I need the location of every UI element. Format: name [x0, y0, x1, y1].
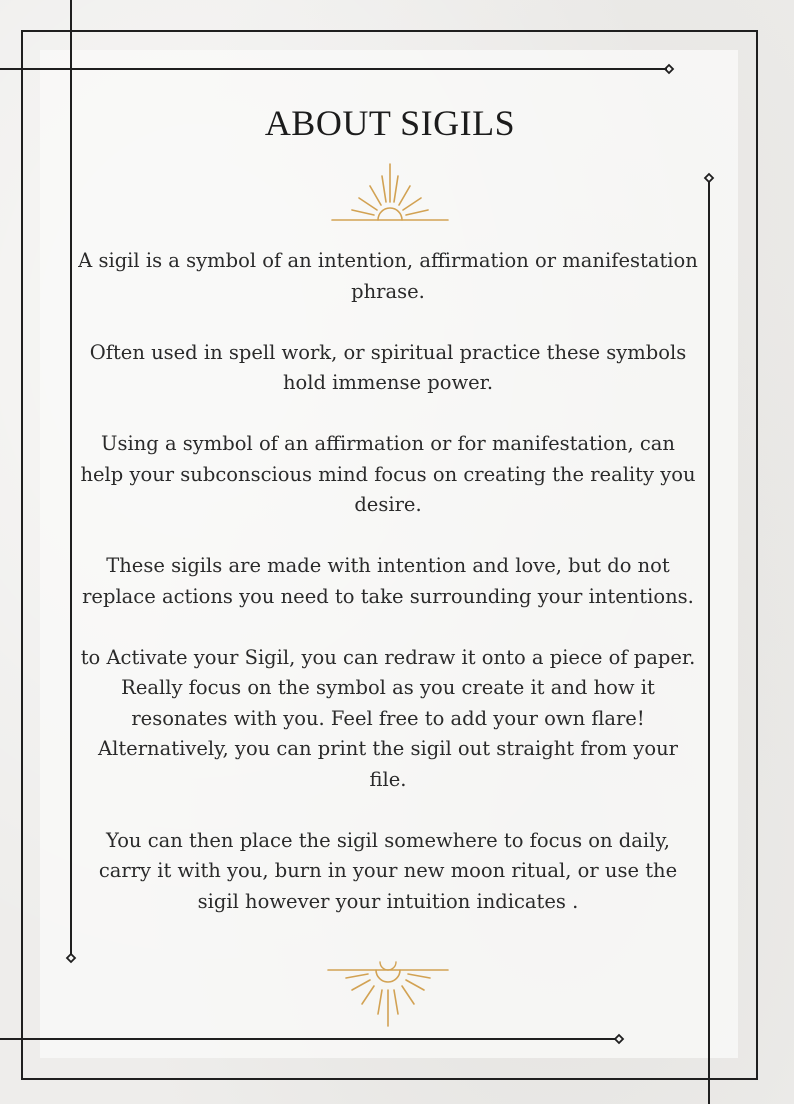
paragraph-definition: A sigil is a symbol of an intention, affirmation or manifestation phrase. — [78, 249, 698, 303]
paragraph-activation: to Activate your Sigil, you can redraw it onto a piece of paper. Really focus on the symbol as you create it and how it resonates with you. Feel free to add your own flare! Alternatively, you can print the sigil out straight from your file. — [80, 645, 696, 791]
body-text — [78, 246, 698, 917]
paragraph-intention: These sigils are made with intention and love, but do not replace actions you need to take surrounding your intentions. — [82, 554, 694, 608]
page-title: ABOUT SIGILS — [264, 103, 516, 143]
paragraph-subconscious: Using a symbol of an affirmation or for manifestation, can help your subconscious mind focus on creating the reality you desire. — [80, 432, 696, 516]
paragraph-usage: Often used in spell work, or spiritual practice these symbols hold immense power. — [89, 340, 687, 394]
rising-sun-icon — [330, 162, 450, 236]
moon-sun-icon — [326, 950, 450, 1028]
paragraph-placement: You can then place the sigil somewhere to focus on daily, carry it with you, burn in your new moon ritual, or use the sigil however your intuition indicates . — [98, 828, 678, 913]
